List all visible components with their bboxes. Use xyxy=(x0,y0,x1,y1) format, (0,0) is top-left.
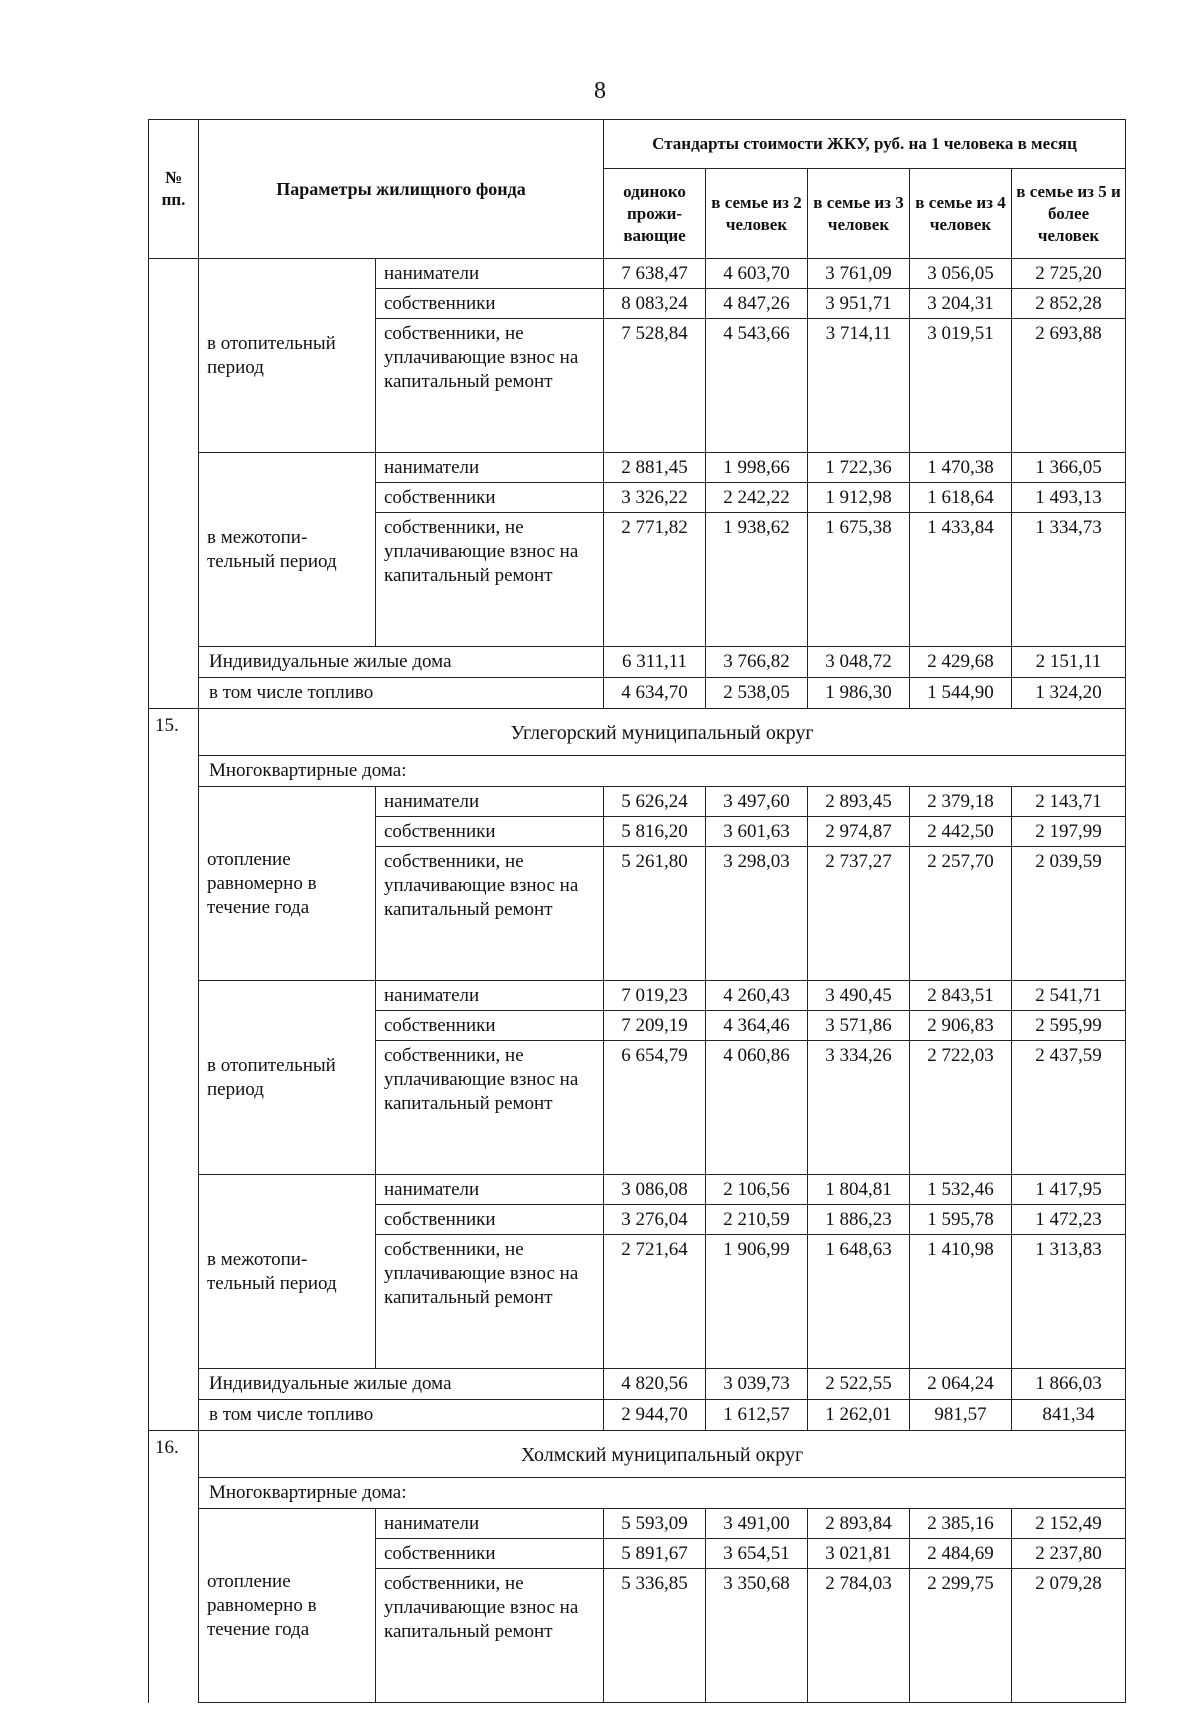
value-cell: 7 638,47 xyxy=(604,259,706,289)
value-cell: 2 106,56 xyxy=(706,1175,808,1205)
value-cell: 1 938,62 xyxy=(706,513,808,647)
value-cell: 2 944,70 xyxy=(604,1400,706,1431)
district-row xyxy=(149,1431,1126,1478)
value-cell: 2 064,24 xyxy=(910,1369,1012,1400)
value-cell: 841,34 xyxy=(1012,1400,1126,1431)
table-row xyxy=(149,981,1126,1011)
value-cell: 4 634,70 xyxy=(604,678,706,709)
value-cell: 2 737,27 xyxy=(808,847,910,981)
num-cell-empty xyxy=(149,1369,199,1400)
row-label: собственники, не уплачивающие взнос на капитальный ремонт xyxy=(376,1235,604,1369)
value-cell: 3 761,09 xyxy=(808,259,910,289)
district-name: Холмский муниципальный округ xyxy=(199,1431,1126,1478)
value-cell: 3 766,82 xyxy=(706,647,808,678)
num-cell-empty xyxy=(149,513,199,647)
value-cell: 3 334,26 xyxy=(808,1041,910,1175)
value-cell: 3 048,72 xyxy=(808,647,910,678)
value-cell: 1 544,90 xyxy=(910,678,1012,709)
fuel-label: в том числе топливо xyxy=(199,1400,604,1431)
value-cell: 1 612,57 xyxy=(706,1400,808,1431)
row-label: собственники, не уплачивающие взнос на капитальный ремонт xyxy=(376,847,604,981)
value-cell: 1 648,63 xyxy=(808,1235,910,1369)
num-cell-empty xyxy=(149,259,199,289)
value-cell: 3 601,63 xyxy=(706,817,808,847)
num-cell-empty xyxy=(149,1011,199,1041)
row-label: собственники, не уплачивающие взнос на капитальный ремонт xyxy=(376,319,604,453)
value-cell: 1 324,20 xyxy=(1012,678,1126,709)
row-label: собственники, не уплачивающие взнос на капитальный ремонт xyxy=(376,1041,604,1175)
value-cell: 3 021,81 xyxy=(808,1539,910,1569)
value-cell: 3 204,31 xyxy=(910,289,1012,319)
column-header-2: в семье из 2 человек xyxy=(706,169,808,259)
value-cell: 2 538,05 xyxy=(706,678,808,709)
value-cell: 5 261,80 xyxy=(604,847,706,981)
num-cell-empty xyxy=(149,1205,199,1235)
value-cell: 2 442,50 xyxy=(910,817,1012,847)
row-label: собственники, не уплачивающие взнос на капитальный ремонт xyxy=(376,1569,604,1703)
value-cell: 2 522,55 xyxy=(808,1369,910,1400)
value-cell: 4 060,86 xyxy=(706,1041,808,1175)
value-cell: 2 725,20 xyxy=(1012,259,1126,289)
num-cell-empty xyxy=(149,1569,199,1703)
value-cell: 5 626,24 xyxy=(604,787,706,817)
table-row xyxy=(149,453,1126,483)
value-cell: 2 906,83 xyxy=(910,1011,1012,1041)
value-cell: 2 143,71 xyxy=(1012,787,1126,817)
value-cell: 4 603,70 xyxy=(706,259,808,289)
table-row xyxy=(149,678,1126,709)
value-cell: 5 816,20 xyxy=(604,817,706,847)
value-cell: 2 484,69 xyxy=(910,1539,1012,1569)
value-cell: 5 336,85 xyxy=(604,1569,706,1703)
value-cell: 2 974,87 xyxy=(808,817,910,847)
row-label: собственники xyxy=(376,1539,604,1569)
standards-title-header: Стандарты стоимости ЖКУ, руб. на 1 человека в месяц xyxy=(604,120,1126,169)
value-cell: 7 209,19 xyxy=(604,1011,706,1041)
value-cell: 4 820,56 xyxy=(604,1369,706,1400)
table-header xyxy=(149,120,1126,259)
value-cell: 2 843,51 xyxy=(910,981,1012,1011)
column-header-1: одиноко прожи-вающие xyxy=(604,169,706,259)
value-cell: 2 210,59 xyxy=(706,1205,808,1235)
num-column-header: № пп. xyxy=(149,120,199,259)
value-cell: 3 019,51 xyxy=(910,319,1012,453)
value-cell: 1 886,23 xyxy=(808,1205,910,1235)
individual-label: Индивидуальные жилые дома xyxy=(199,1369,604,1400)
num-cell-empty xyxy=(149,787,199,817)
value-cell: 1 804,81 xyxy=(808,1175,910,1205)
value-cell: 2 693,88 xyxy=(1012,319,1126,453)
value-cell: 3 490,45 xyxy=(808,981,910,1011)
row-label: наниматели xyxy=(376,1509,604,1539)
column-header-4: в семье из 4 человек xyxy=(910,169,1012,259)
value-cell: 3 350,68 xyxy=(706,1569,808,1703)
value-cell: 1 470,38 xyxy=(910,453,1012,483)
value-cell: 3 491,00 xyxy=(706,1509,808,1539)
value-cell: 2 852,28 xyxy=(1012,289,1126,319)
row-label: собственники, не уплачивающие взнос на капитальный ремонт xyxy=(376,513,604,647)
params-column-header: Параметры жилищного фонда xyxy=(199,120,604,259)
value-cell: 1 433,84 xyxy=(910,513,1012,647)
cost-standards-table-wrap xyxy=(148,119,1125,1703)
num-cell-empty xyxy=(149,981,199,1011)
value-cell: 3 951,71 xyxy=(808,289,910,319)
value-cell: 3 276,04 xyxy=(604,1205,706,1235)
value-cell: 4 260,43 xyxy=(706,981,808,1011)
value-cell: 2 893,45 xyxy=(808,787,910,817)
row-label: наниматели xyxy=(376,453,604,483)
value-cell: 2 237,80 xyxy=(1012,1539,1126,1569)
group-label: в межотопи-тельный период xyxy=(199,453,376,647)
value-cell: 7 019,23 xyxy=(604,981,706,1011)
value-cell: 1 906,99 xyxy=(706,1235,808,1369)
value-cell: 1 334,73 xyxy=(1012,513,1126,647)
value-cell: 2 881,45 xyxy=(604,453,706,483)
num-cell-empty xyxy=(149,1539,199,1569)
table-row xyxy=(149,1369,1126,1400)
num-cell-empty xyxy=(149,483,199,513)
num-cell-empty xyxy=(149,319,199,453)
group-label: в межотопи-тельный период xyxy=(199,1175,376,1369)
value-cell: 1 313,83 xyxy=(1012,1235,1126,1369)
num-cell-empty xyxy=(149,817,199,847)
value-cell: 1 675,38 xyxy=(808,513,910,647)
apartments-row xyxy=(149,1478,1126,1509)
value-cell: 2 722,03 xyxy=(910,1041,1012,1175)
cost-standards-table xyxy=(148,119,1126,1703)
value-cell: 3 086,08 xyxy=(604,1175,706,1205)
value-cell: 981,57 xyxy=(910,1400,1012,1431)
value-cell: 2 242,22 xyxy=(706,483,808,513)
fuel-label: в том числе топливо xyxy=(199,678,604,709)
table-body xyxy=(149,259,1126,1703)
value-cell: 4 543,66 xyxy=(706,319,808,453)
row-label: собственники xyxy=(376,1205,604,1235)
table-row xyxy=(149,1175,1126,1205)
table-row xyxy=(149,1509,1126,1539)
row-label: собственники xyxy=(376,289,604,319)
value-cell: 2 784,03 xyxy=(808,1569,910,1703)
value-cell: 2 299,75 xyxy=(910,1569,1012,1703)
value-cell: 2 437,59 xyxy=(1012,1041,1126,1175)
value-cell: 3 039,73 xyxy=(706,1369,808,1400)
num-cell-empty xyxy=(149,1509,199,1539)
value-cell: 2 039,59 xyxy=(1012,847,1126,981)
num-cell-empty xyxy=(149,756,199,787)
value-cell: 1 912,98 xyxy=(808,483,910,513)
value-cell: 3 654,51 xyxy=(706,1539,808,1569)
num-cell-empty xyxy=(149,847,199,981)
apartments-row xyxy=(149,756,1126,787)
value-cell: 2 721,64 xyxy=(604,1235,706,1369)
value-cell: 1 618,64 xyxy=(910,483,1012,513)
value-cell: 1 410,98 xyxy=(910,1235,1012,1369)
value-cell: 1 532,46 xyxy=(910,1175,1012,1205)
value-cell: 2 429,68 xyxy=(910,647,1012,678)
group-label: отопление равномерно в течение года xyxy=(199,1509,376,1703)
page-number: 8 xyxy=(594,78,606,104)
num-cell-empty xyxy=(149,1400,199,1431)
value-cell: 2 771,82 xyxy=(604,513,706,647)
column-header-5: в семье из 5 и более человек xyxy=(1012,169,1126,259)
value-cell: 6 311,11 xyxy=(604,647,706,678)
num-cell-empty xyxy=(149,1041,199,1175)
num-cell-empty xyxy=(149,647,199,678)
column-header-3: в семье из 3 человек xyxy=(808,169,910,259)
num-cell-empty xyxy=(149,1235,199,1369)
table-row xyxy=(149,647,1126,678)
value-cell: 4 847,26 xyxy=(706,289,808,319)
row-label: собственники xyxy=(376,817,604,847)
table-row xyxy=(149,1400,1126,1431)
value-cell: 5 891,67 xyxy=(604,1539,706,1569)
apartments-label: Многоквартирные дома: xyxy=(199,1478,1126,1509)
value-cell: 3 714,11 xyxy=(808,319,910,453)
value-cell: 3 326,22 xyxy=(604,483,706,513)
value-cell: 1 866,03 xyxy=(1012,1369,1126,1400)
value-cell: 1 493,13 xyxy=(1012,483,1126,513)
value-cell: 6 654,79 xyxy=(604,1041,706,1175)
district-name: Углегорский муниципальный округ xyxy=(199,709,1126,756)
num-cell-empty xyxy=(149,1175,199,1205)
row-label: наниматели xyxy=(376,981,604,1011)
value-cell: 2 257,70 xyxy=(910,847,1012,981)
num-cell-empty xyxy=(149,1478,199,1509)
row-label: наниматели xyxy=(376,1175,604,1205)
value-cell: 4 364,46 xyxy=(706,1011,808,1041)
section-number: 15. xyxy=(149,709,199,756)
num-cell-empty xyxy=(149,678,199,709)
value-cell: 1 262,01 xyxy=(808,1400,910,1431)
num-cell-empty xyxy=(149,453,199,483)
value-cell: 1 417,95 xyxy=(1012,1175,1126,1205)
apartments-label: Многоквартирные дома: xyxy=(199,756,1126,787)
value-cell: 1 595,78 xyxy=(910,1205,1012,1235)
value-cell: 3 497,60 xyxy=(706,787,808,817)
value-cell: 1 472,23 xyxy=(1012,1205,1126,1235)
value-cell: 2 893,84 xyxy=(808,1509,910,1539)
value-cell: 8 083,24 xyxy=(604,289,706,319)
group-label: отопление равномерно в течение года xyxy=(199,787,376,981)
value-cell: 3 298,03 xyxy=(706,847,808,981)
group-label: в отопительный период xyxy=(199,259,376,453)
section-number: 16. xyxy=(149,1431,199,1478)
table-row xyxy=(149,259,1126,289)
value-cell: 1 722,36 xyxy=(808,453,910,483)
value-cell: 2 385,16 xyxy=(910,1509,1012,1539)
table-row xyxy=(149,787,1126,817)
value-cell: 2 541,71 xyxy=(1012,981,1126,1011)
value-cell: 2 151,11 xyxy=(1012,647,1126,678)
district-row xyxy=(149,709,1126,756)
value-cell: 7 528,84 xyxy=(604,319,706,453)
row-label: наниматели xyxy=(376,259,604,289)
num-cell-empty xyxy=(149,289,199,319)
value-cell: 2 379,18 xyxy=(910,787,1012,817)
row-label: собственники xyxy=(376,483,604,513)
value-cell: 1 986,30 xyxy=(808,678,910,709)
individual-label: Индивидуальные жилые дома xyxy=(199,647,604,678)
value-cell: 1 998,66 xyxy=(706,453,808,483)
value-cell: 5 593,09 xyxy=(604,1509,706,1539)
value-cell: 2 152,49 xyxy=(1012,1509,1126,1539)
value-cell: 1 366,05 xyxy=(1012,453,1126,483)
value-cell: 3 056,05 xyxy=(910,259,1012,289)
group-label: в отопительный период xyxy=(199,981,376,1175)
row-label: наниматели xyxy=(376,787,604,817)
value-cell: 2 197,99 xyxy=(1012,817,1126,847)
value-cell: 3 571,86 xyxy=(808,1011,910,1041)
row-label: собственники xyxy=(376,1011,604,1041)
value-cell: 2 079,28 xyxy=(1012,1569,1126,1703)
value-cell: 2 595,99 xyxy=(1012,1011,1126,1041)
